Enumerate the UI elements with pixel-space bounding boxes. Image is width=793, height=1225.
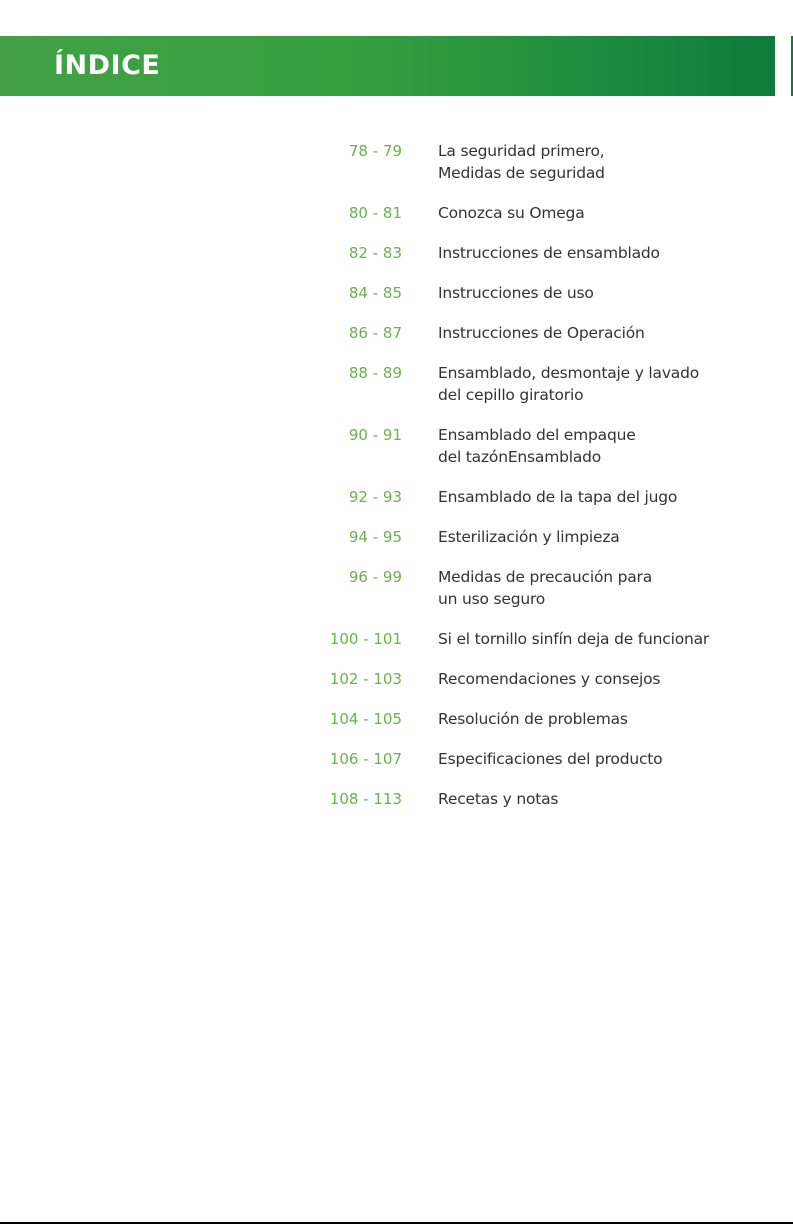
toc-page-range: 86 - 87 <box>348 324 402 342</box>
toc-page-range: 96 - 99 <box>348 568 402 586</box>
toc-title-line: del cepillo giratorio <box>438 386 584 404</box>
toc-section-title <box>438 628 738 650</box>
toc-page-range: 80 - 81 <box>348 204 402 222</box>
page-title: ÍNDICE <box>54 50 161 81</box>
toc-title-line: Instrucciones de ensamblado <box>438 244 660 262</box>
toc-title-line: Medidas de seguridad <box>438 164 605 182</box>
toc-title-line: Recomendaciones y consejos <box>438 670 661 688</box>
toc-page-range: 82 - 83 <box>348 244 402 262</box>
toc-section-title <box>438 424 738 468</box>
toc-section-title <box>438 748 738 770</box>
toc-title-line: del tazónEnsamblado <box>438 448 602 466</box>
toc-section-title <box>438 788 738 810</box>
toc-title-line: Conozca su Omega <box>438 204 585 222</box>
toc-page-range: 94 - 95 <box>348 528 402 546</box>
toc-section-title <box>438 202 738 224</box>
toc-title-line: Esterilización y limpieza <box>438 528 620 546</box>
toc-title-line: Medidas de precaución para <box>438 568 653 586</box>
toc-title-line: Instrucciones de Operación <box>438 324 645 342</box>
toc-title-line: Ensamblado, desmontaje y lavado <box>438 364 700 382</box>
bottom-rule <box>0 1222 793 1224</box>
toc-title-line: Si el tornillo sinfín deja de funcionar <box>438 630 710 648</box>
toc-section-title <box>438 140 738 184</box>
toc-page-range: 88 - 89 <box>348 364 402 382</box>
toc-section-title <box>438 242 738 264</box>
toc-title-line: Recetas y notas <box>438 790 559 808</box>
toc-title-line: Ensamblado de la tapa del jugo <box>438 488 678 506</box>
toc-page-range: 90 - 91 <box>348 426 402 444</box>
toc-title-line: Especificaciones del producto <box>438 750 663 768</box>
toc-section-title <box>438 566 738 610</box>
toc-section-title <box>438 526 738 548</box>
toc-section-title <box>438 668 738 690</box>
toc-page-range: 92 - 93 <box>348 488 402 506</box>
toc-title-line: Resolución de problemas <box>438 710 628 728</box>
toc-section-title <box>438 322 738 344</box>
toc-title-line: Instrucciones de uso <box>438 284 594 302</box>
toc-title-line: Ensamblado del empaque <box>438 426 636 444</box>
toc-page-range: 106 - 107 <box>329 750 402 768</box>
toc-page-range: 100 - 101 <box>329 630 402 648</box>
toc-section-title <box>438 362 738 406</box>
toc-title-line: La seguridad primero, <box>438 142 605 160</box>
toc-section-title <box>438 486 738 508</box>
toc-page-range: 108 - 113 <box>329 790 402 808</box>
toc-section-title <box>438 708 738 730</box>
toc-page-range: 102 - 103 <box>329 670 402 688</box>
toc-page-range: 104 - 105 <box>329 710 402 728</box>
toc-page-range: 84 - 85 <box>348 284 402 302</box>
toc-section-title <box>438 282 738 304</box>
toc-title-line: un uso seguro <box>438 590 546 608</box>
toc-page-range: 78 - 79 <box>348 142 402 160</box>
